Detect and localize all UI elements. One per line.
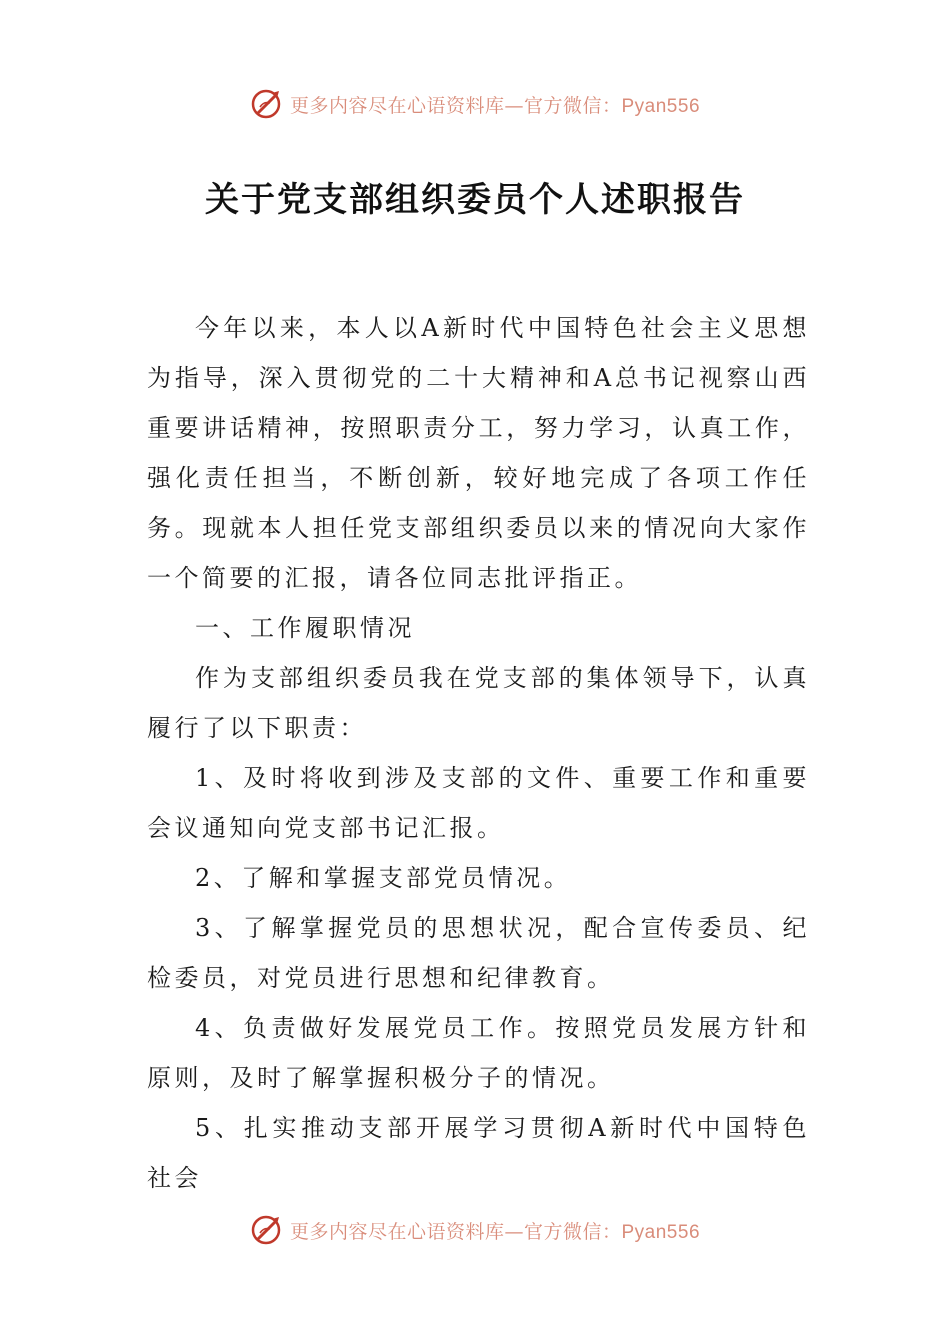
list-item: 1、及时将收到涉及支部的文件、重要工作和重要会议通知向党支部书记汇报。 xyxy=(147,764,810,842)
list-item: 5、扎实推动支部开展学习贯彻A新时代中国特色社会 xyxy=(147,1114,810,1192)
paragraph-intro: 今年以来，本人以A新时代中国特色社会主义思想为指导，深入贯彻党的二十大精神和A总书记视察山西重要讲话精神，按照职责分工，努力学习，认真工作，强化责任担当，不断创新，较好地完成了各项工作任务。现就本人担任党支部组织委员以来的情况向大家作一个简要的汇报，请各位同志批评指正。 xyxy=(147,314,810,592)
pen-circle-logo-icon xyxy=(250,1213,284,1247)
watermark-label: 更多内容尽在心语资料库—官方微信： xyxy=(289,94,622,117)
pen-circle-logo-icon xyxy=(250,87,284,121)
section-heading: 一、工作履职情况 xyxy=(195,614,415,642)
header-watermark xyxy=(0,84,950,124)
list-item: 4、负责做好发展党员工作。按照党员发展方针和原则，及时了解掌握积极分子的情况。 xyxy=(147,1014,810,1092)
watermark-text xyxy=(290,91,700,118)
list-item: 2、了解和掌握支部党员情况。 xyxy=(195,864,572,892)
footer-watermark xyxy=(0,1210,950,1250)
document-body xyxy=(147,303,810,1203)
watermark-label: 更多内容尽在心语资料库—官方微信： xyxy=(289,1220,622,1243)
list-item: 3、了解掌握党员的思想状况，配合宣传委员、纪检委员，对党员进行思想和纪律教育。 xyxy=(147,914,810,992)
watermark-wechat-id: Pyan556 xyxy=(621,95,701,117)
paragraph-duties-intro: 作为支部组织委员我在党支部的集体领导下，认真履行了以下职责： xyxy=(147,664,810,742)
watermark-wechat-id: Pyan556 xyxy=(621,1221,701,1243)
document-title: 关于党支部组织委员个人述职报告 xyxy=(205,180,745,220)
watermark-text xyxy=(290,1217,700,1244)
